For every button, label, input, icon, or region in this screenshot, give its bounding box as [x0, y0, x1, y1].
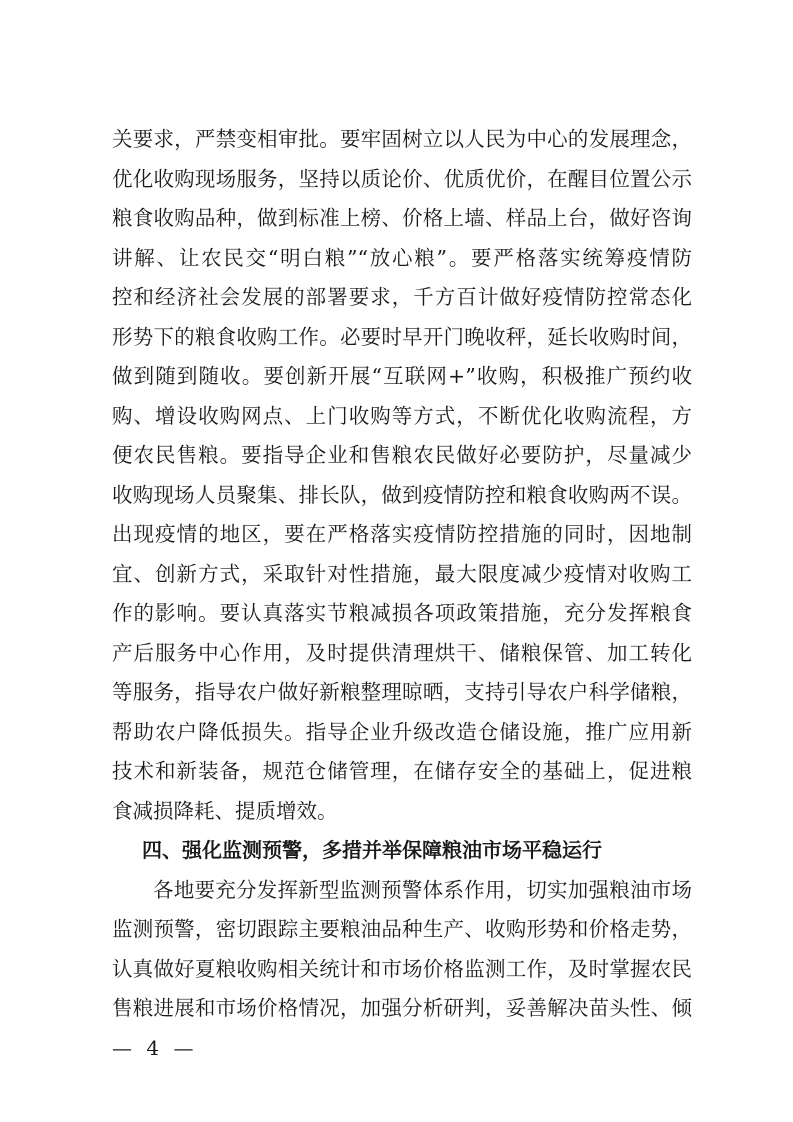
- text-line: 收购现场人员聚集、排长队，做到疫情防控和粮食收购两不误。: [112, 482, 692, 507]
- text-line: 便农民售粮。要指导企业和售粮农民做好必要防护，尽量减少: [112, 443, 692, 467]
- text-line: 等服务，指导农户做好新粮整理晾晒，支持引导农户科学储粮，: [112, 680, 692, 704]
- text-line: 购、增设收购网点、上门收购等方式，不断优化收购流程，方: [112, 403, 692, 428]
- section-heading: 四、强化监测预警，多措并举保障粮油市场平稳运行: [142, 838, 602, 862]
- text-line: 出现疫情的地区，要在严格落实疫情防控措施的同时，因地制: [112, 522, 692, 546]
- text-line: 作的影响。要认真落实节粮减损各项政策措施，充分发挥粮食: [112, 601, 692, 625]
- text-line: 售粮进展和市场价格情况，加强分析研判，妥善解决苗头性、倾: [112, 996, 692, 1020]
- text-line: 产后服务中心作用，及时提供清理烘干、储粮保管、加工转化: [112, 640, 692, 665]
- text-line: 监测预警，密切跟踪主要粮油品种生产、收购形势和价格走势，: [112, 917, 692, 941]
- page-number: — 4 —: [112, 1036, 198, 1060]
- text-line: 认真做好夏粮收购相关统计和市场价格监测工作，及时掌握农民: [112, 956, 692, 981]
- text-line: 帮助农户降低损失。指导企业升级改造仓储设施，推广应用新: [112, 719, 692, 744]
- text-line: 各地要充分发挥新型监测预警体系作用，切实加强粮油市场: [153, 877, 692, 902]
- body-text: [112, 120, 692, 1029]
- text-line: 做到随到随收。要创新开展“互联网+”收购，积极推广预约收: [112, 364, 692, 388]
- text-line: 粮食收购品种，做到标准上榜、价格上墙、样品上台，做好咨询: [112, 206, 692, 230]
- text-line: 食减损降耗、提质增效。: [112, 798, 338, 823]
- text-line: 优化收购现场服务，坚持以质论价、优质优价，在醒目位置公示: [112, 166, 692, 191]
- text-line: 形势下的粮食收购工作。必要时早开门晚收秤，延长收购时间，: [112, 324, 692, 349]
- text-line: 宜、创新方式，采取针对性措施，最大限度减少疫情对收购工: [112, 561, 692, 586]
- text-line: 控和经济社会发展的部署要求，千方百计做好疫情防控常态化: [112, 285, 692, 309]
- text-line: 讲解、让农民交“明白粮”“放心粮”。要严格落实统筹疫情防: [112, 245, 692, 270]
- text-line: 关要求，严禁变相审批。要牢固树立以人民为中心的发展理念，: [112, 127, 692, 151]
- text-line: 技术和新装备，规范仓储管理，在储存安全的基础上，促进粮: [112, 759, 692, 783]
